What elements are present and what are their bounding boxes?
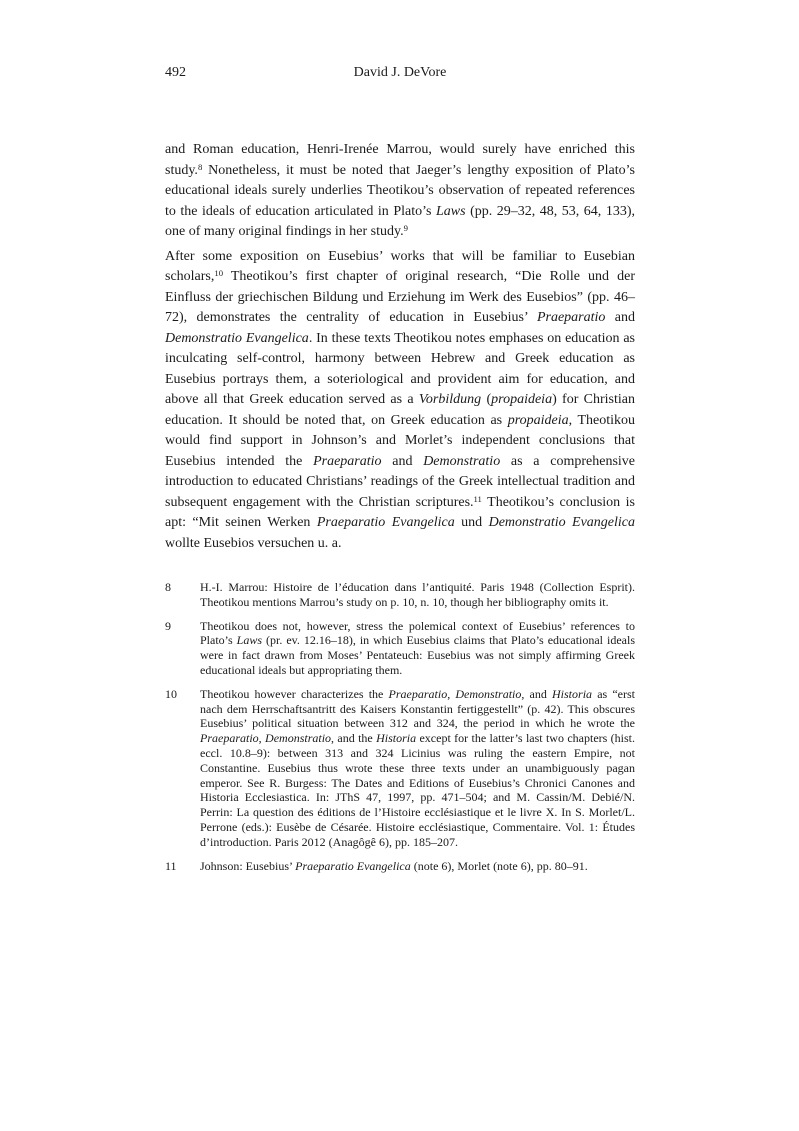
text-run: , and [521, 686, 553, 701]
text-run: After some exposition on Eusebius’ works that will be familiar to Eusebian scholars, [165, 248, 635, 284]
text-run: (pp. 29–32, 48, 53, 64, 133), one of many original findings in her study. [165, 203, 635, 239]
italic-text-run: Praeparatio [536, 310, 606, 325]
text-run: ) for Christian education. It should be noted that, on Greek education as [165, 392, 635, 428]
italic-text-run: Praeparatio [200, 731, 259, 746]
footnote [165, 687, 635, 850]
text-run: and [605, 310, 635, 325]
text-run: Theotikou’s conclusion is apt: “Mit seinen Werken [165, 494, 635, 530]
footnote-number: 11 [165, 858, 177, 873]
footnote-number: 9 [165, 618, 171, 633]
italic-text-run: Demonstratio [423, 453, 501, 469]
text-run: and [381, 453, 424, 469]
text-run: Nonetheless, it must be noted that Jaeger’s lengthy exposition of Plato’s educational ideals surely underlies Theotikou’s observation of repeated references to the ideals of education articulated in Plato’s [165, 162, 635, 219]
footnote [165, 619, 635, 678]
text-run: Theotikou does not, however, stress the polemical context of Eusebius’ references to Plato’s [200, 618, 635, 648]
italic-text-run: Praeparatio [313, 453, 382, 469]
italic-text-run: Praeparatio Evangelica [316, 515, 455, 530]
italic-text-run: Demonstratio [455, 686, 522, 701]
text-run: and Roman education, Henri-Irenée Marrou, would surely have enriched this study. [165, 142, 635, 178]
italic-text-run: Praeparatio Evangelica [295, 858, 411, 873]
body-paragraph [165, 140, 635, 243]
text-run: , [258, 731, 266, 746]
text-run: (pr. ev. 12.16–18), in which Eusebius claims that Plato’s educational ideals were in fact drawn from Moses’ Pentateuch: Eusebius was not simply affirming Greek educational ideals but appropriating them. [200, 633, 635, 677]
text-run: wollte Eusebios versuchen u. a. [165, 535, 342, 551]
footnote-reference: 9 [403, 223, 408, 234]
italic-text-run: propaideia [491, 392, 553, 407]
footnote-text [200, 580, 635, 610]
footnote [165, 580, 635, 610]
italic-text-run: Laws [236, 633, 263, 648]
footnote-text [200, 687, 635, 850]
text-run: Theotikou’s first chapter of original research, “Die Rolle und der Einfluss der griechischen Bildung und Erziehung im Werk des Eusebios” (pp. 46–72), demonstrates the centrality of education in Eusebius’ [165, 269, 635, 325]
italic-text-run: Praeparatio [388, 686, 448, 701]
italic-text-run: Demonstratio Evangelica [165, 330, 309, 346]
text-run: , Theotikou would find support in Johnson’s and Morlet’s independent conclusions that Eusebius intended the [165, 412, 635, 469]
footnotes-section [165, 580, 635, 873]
text-run: und [454, 515, 489, 530]
italic-text-run: Demonstratio Evangelica [488, 515, 635, 530]
italic-text-run: Historia [552, 686, 593, 701]
text-run: . In these texts Theotikou notes emphases on education as inculcating self-control, harmony between Hebrew and Greek education as Eusebius portrays them, a soteriological and provident aim for education, and above all that Greek education served as a [165, 330, 635, 407]
text-run: as a comprehensive introduction to educated Christians’ readings of the Greek intellectual tradition and subsequent engagement with the Christian scriptures. [165, 453, 635, 510]
italic-text-run: Laws [435, 203, 466, 219]
text-run: (note 6), Morlet (note 6), pp. 80–91. [410, 858, 588, 873]
footnote [165, 859, 635, 874]
text-run: Theotikou however characterizes the [200, 686, 389, 701]
text-run: , and the [331, 731, 377, 746]
footnote-reference: 11 [473, 493, 482, 504]
text-run: , [447, 686, 456, 701]
running-head: David J. DeVore [353, 65, 447, 80]
text-run: as “erst nach dem Herrschaftsantritt des Kaisers Konstantin fertiggestellt” (p. 42). This obscures Eusebius’ political situation between 312 and 324, the period in which he wrote the [200, 686, 635, 731]
italic-text-run: Demonstratio [265, 731, 332, 746]
text-block [165, 64, 635, 882]
footnote-reference: 8 [197, 161, 203, 172]
italic-text-run: Vorbildung [418, 392, 482, 407]
page-number: 492 [165, 65, 186, 80]
footnote-text [200, 619, 635, 678]
page-header [165, 64, 635, 82]
text-run: except for the latter’s last two chapters (hist. eccl. 10.8–9): between 313 and 324 Licinius was ruling the eastern Empire, not Constantine. Eusebius thus wrote these three texts under an unambiguously pagan emperor. See R. Burgess: The Dates and Editions of Eusebius’s Chronici Canones and Historia Ecclesiastica. In: JThS 47, 1997, pp. 471–504; and M. Cassin/M. Debié/N. Perrin: La question des éditions de l’Histoire ecclésiastique et le livre X. In S. Morlet/L. Perrone (eds.): Eusèbe de Césarée. Histoire ecclésiastique, Commentaire. Vol. 1: Études d’introduction. Paris 2012 (Anagôgê 6), pp. 185–207. [200, 731, 635, 849]
italic-text-run: propaideia [507, 412, 569, 428]
italic-text-run: Historia [376, 731, 417, 746]
text-run: H.-I. Marrou: Histoire de l’éducation dans l’antiquité. Paris 1948 (Collection Esprit). Theotikou mentions Marrou’s study on p. 10, n. 10, though her bibliography omits it. [200, 580, 635, 609]
footnote-text [200, 859, 635, 874]
text-run: ( [481, 392, 492, 407]
body-text [165, 140, 635, 554]
footnote-reference: 10 [214, 268, 224, 279]
body-paragraph [165, 247, 635, 555]
text-run: Johnson: Eusebius’ [200, 858, 296, 873]
footnote-number: 8 [165, 580, 171, 594]
footnote-number: 10 [165, 686, 177, 701]
